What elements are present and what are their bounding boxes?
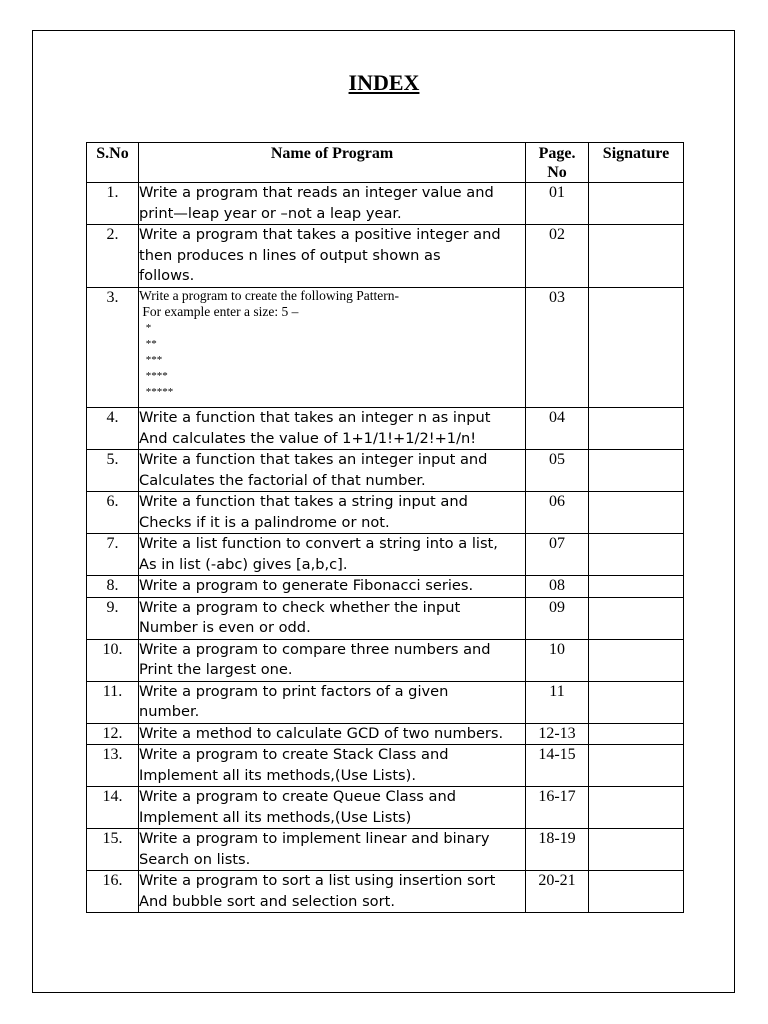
row-program-name: Write a program to compare three numbers and Print the largest one. xyxy=(139,639,526,681)
row-page: 16-17 xyxy=(526,787,589,829)
row-page: 20-21 xyxy=(526,871,589,913)
table-row xyxy=(87,492,684,534)
row-page: 06 xyxy=(526,492,589,534)
table-row xyxy=(87,723,684,745)
row-program-name: Write a function that takes a string input and Checks if it is a palindrome or not. xyxy=(139,492,526,534)
table-row xyxy=(87,225,684,288)
row-sno: 16. xyxy=(87,871,139,913)
pattern-instruction: Write a program to create the following Pattern- xyxy=(139,288,399,303)
row-program-name xyxy=(139,288,526,408)
row-page: 09 xyxy=(526,597,589,639)
row-signature xyxy=(589,492,684,534)
row-signature xyxy=(589,183,684,225)
row-signature xyxy=(589,450,684,492)
table-row xyxy=(87,745,684,787)
row-sno: 6. xyxy=(87,492,139,534)
row-signature xyxy=(589,576,684,598)
row-sno: 7. xyxy=(87,534,139,576)
table-row xyxy=(87,597,684,639)
row-sno: 3. xyxy=(87,288,139,408)
row-program-name: Write a program to print factors of a given number. xyxy=(139,681,526,723)
row-page: 01 xyxy=(526,183,589,225)
row-program-name: Write a program to create Stack Class and Implement all its methods,(Use Lists). xyxy=(139,745,526,787)
header-signature: Signature xyxy=(589,143,684,183)
row-sno: 14. xyxy=(87,787,139,829)
row-sno: 12. xyxy=(87,723,139,745)
header-name-of-program: Name of Program xyxy=(139,143,526,183)
pattern-line-1: * xyxy=(143,322,152,334)
row-page: 08 xyxy=(526,576,589,598)
row-signature xyxy=(589,681,684,723)
row-program-name: Write a method to calculate GCD of two numbers. xyxy=(139,723,526,745)
row-sno: 5. xyxy=(87,450,139,492)
pattern-line-4: **** xyxy=(143,370,168,382)
table-row xyxy=(87,576,684,598)
index-table xyxy=(86,142,684,913)
row-program-name: Write a program to generate Fibonacci series. xyxy=(139,576,526,598)
pattern-line-5: ***** xyxy=(143,386,174,398)
row-program-name: Write a program that reads an integer value and print—leap year or –not a leap year. xyxy=(139,183,526,225)
row-program-name: Write a program to sort a list using insertion sort And bubble sort and selection sort. xyxy=(139,871,526,913)
row-signature xyxy=(589,597,684,639)
table-row xyxy=(87,871,684,913)
row-signature xyxy=(589,871,684,913)
pattern-line-3: *** xyxy=(143,354,163,366)
pattern-example: For example enter a size: 5 – xyxy=(139,304,299,319)
row-sno: 13. xyxy=(87,745,139,787)
table-row xyxy=(87,534,684,576)
header-sno: S.No xyxy=(87,143,139,183)
header-page-line1: Page. xyxy=(538,145,576,162)
row-signature xyxy=(589,745,684,787)
row-sno: 4. xyxy=(87,408,139,450)
row-sno: 1. xyxy=(87,183,139,225)
row-signature xyxy=(589,723,684,745)
table-header-row xyxy=(87,143,684,183)
row-sno: 8. xyxy=(87,576,139,598)
row-signature xyxy=(589,288,684,408)
row-sno: 9. xyxy=(87,597,139,639)
row-page: 02 xyxy=(526,225,589,288)
table-row xyxy=(87,639,684,681)
row-sno: 11. xyxy=(87,681,139,723)
row-sno: 15. xyxy=(87,829,139,871)
pattern-line-2: ** xyxy=(143,338,157,350)
row-program-name: Write a program that takes a positive integer and then produces n lines of output shown as follows. xyxy=(139,225,526,288)
table-row xyxy=(87,408,684,450)
row-signature xyxy=(589,225,684,288)
table-row xyxy=(87,450,684,492)
row-page: 12-13 xyxy=(526,723,589,745)
header-page-no xyxy=(526,143,589,183)
header-page-line2: No xyxy=(547,164,567,181)
row-page: 05 xyxy=(526,450,589,492)
table-row xyxy=(87,681,684,723)
row-signature xyxy=(589,534,684,576)
row-signature xyxy=(589,639,684,681)
row-page: 18-19 xyxy=(526,829,589,871)
row-signature xyxy=(589,829,684,871)
row-sno: 10. xyxy=(87,639,139,681)
row-program-name: Write a function that takes an integer n as input And calculates the value of 1+1/1!+1/2!+1/n! xyxy=(139,408,526,450)
row-signature xyxy=(589,408,684,450)
row-program-name: Write a program to implement linear and binary Search on lists. xyxy=(139,829,526,871)
row-program-name: Write a program to check whether the input Number is even or odd. xyxy=(139,597,526,639)
row-program-name: Write a program to create Queue Class and Implement all its methods,(Use Lists) xyxy=(139,787,526,829)
row-sno: 2. xyxy=(87,225,139,288)
row-page: 03 xyxy=(526,288,589,408)
row-program-name: Write a list function to convert a string into a list, As in list (-abc) gives [a,b,c]. xyxy=(139,534,526,576)
page-title: INDEX xyxy=(348,70,420,95)
table-row xyxy=(87,787,684,829)
row-page: 11 xyxy=(526,681,589,723)
table-row xyxy=(87,829,684,871)
table-row xyxy=(87,288,684,408)
table-row xyxy=(87,183,684,225)
row-signature xyxy=(589,787,684,829)
row-page: 07 xyxy=(526,534,589,576)
row-page: 04 xyxy=(526,408,589,450)
row-program-name: Write a function that takes an integer input and Calculates the factorial of that number. xyxy=(139,450,526,492)
row-page: 10 xyxy=(526,639,589,681)
row-page: 14-15 xyxy=(526,745,589,787)
